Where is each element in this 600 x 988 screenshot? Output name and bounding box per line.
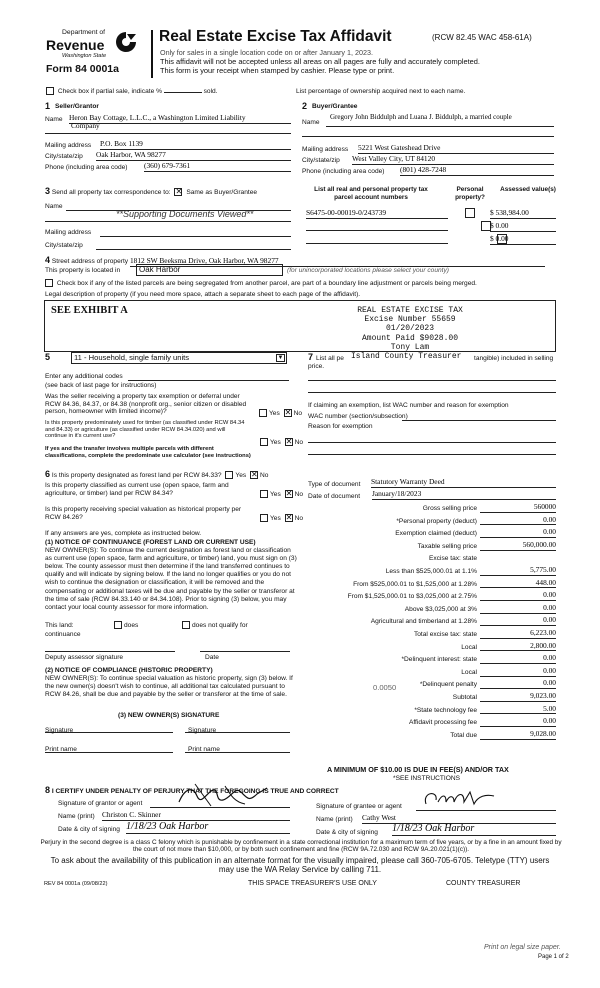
deputy-date-label: Date: [205, 654, 219, 661]
calc-label: Above $3,025,000 at 3%: [404, 605, 477, 613]
same-as-buyer-label: Same as Buyer/Grantee: [186, 189, 258, 196]
notice-3-head: (3) NEW OWNER(S) SIGNATURE: [118, 712, 220, 719]
grantee-sig-label: Signature of grantee or agent: [316, 803, 402, 810]
see-instructions: *SEE INSTRUCTIONS: [393, 775, 461, 782]
assessed-value-2[interactable]: $ 0.00: [490, 222, 556, 232]
calc-label: Exemption claimed (deduct): [395, 530, 477, 538]
exhibit-a: SEE EXHIBIT A: [51, 305, 128, 316]
header-note-1: Only for sales in a single location code on or after January 1, 2023.: [160, 48, 373, 57]
calc-label: Excise tax: state: [428, 555, 477, 563]
perjury-text: [38, 839, 564, 854]
grantor-sig-label: Signature of grantor or agent: [58, 800, 143, 807]
calc-value[interactable]: 0.00: [480, 717, 556, 727]
sec3-row: [45, 186, 257, 197]
dept-of-text: Department of: [62, 29, 106, 36]
owner-print-label-1: Print name: [45, 746, 77, 753]
timber-question: Is this property predominately used for timber (as classified under RCW 84.34 and 84.33) or agriculture (as classified under RCW 84.34.020) and will continue in it's current use?: [45, 420, 245, 440]
stamp-line-2: Excise Number 55659: [364, 315, 456, 325]
calc-value[interactable]: 6,223.00: [480, 629, 556, 639]
partial-pct-field[interactable]: [164, 92, 202, 93]
partial-sale-label: Check box if partial sale, indicate %: [57, 87, 162, 95]
buyer-mail-label: Mailing address: [302, 146, 349, 153]
calc-value[interactable]: 0.00: [480, 528, 556, 538]
sec3-label: Send all property tax correspondence to:: [51, 189, 171, 196]
form-title: Real Estate Excise Tax Affidavit: [159, 28, 392, 45]
calc-value[interactable]: 560,000.00: [480, 541, 556, 551]
forest-no-label: No: [260, 472, 269, 479]
sec3-city-label: City/state/zip: [45, 242, 83, 249]
calc-value[interactable]: 0.00: [480, 616, 556, 626]
timber-answers: [258, 438, 303, 447]
calc-label: Subtotal: [452, 694, 477, 701]
street-address[interactable]: 1812 SW Beeksma Drive, Oak Harbor, WA 98277: [130, 257, 545, 267]
calc-value[interactable]: 5,775.00: [480, 566, 556, 576]
partial-sale-checkbox[interactable]: [46, 87, 54, 95]
historic-no-checkbox[interactable]: [285, 514, 293, 522]
calc-value[interactable]: 448.00: [480, 579, 556, 589]
sec8-num: 8: [45, 785, 51, 795]
seller-phone-label: Phone (including area code): [45, 164, 128, 171]
doc-date-label: Date of document: [308, 493, 361, 500]
exempt-yes-checkbox[interactable]: [259, 409, 267, 417]
doc-type-label: Type of document: [308, 481, 361, 488]
does-not-checkbox[interactable]: [182, 621, 190, 629]
calc-label: Total due: [450, 731, 477, 739]
stamp-line-5: Tony Lam: [390, 342, 430, 352]
same-as-buyer-checkbox[interactable]: [174, 188, 182, 196]
forest-yes-checkbox[interactable]: [225, 471, 233, 479]
exempt-answers: [257, 409, 302, 418]
form-rcw: (RCW 82.45 WAC 458-61A): [432, 33, 532, 42]
calc-label: From $525,000.01 to $1,525,000 at 1.28%: [353, 580, 477, 588]
seller-mail-label: Mailing address: [45, 142, 92, 149]
notice-2-head: (2) NOTICE OF COMPLIANCE (HISTORIC PROPERTY): [45, 667, 213, 674]
calc-label: Local: [461, 643, 477, 651]
timber-no-label: No: [294, 438, 304, 446]
grantee-signature[interactable]: [420, 788, 500, 810]
current-use-yes-label: Yes: [270, 490, 281, 498]
calc-label: *State technology fee: [414, 706, 477, 714]
calc-label: Total excise tax: state: [413, 631, 477, 638]
buyer-mail[interactable]: 5221 West Gateshead Drive: [358, 144, 554, 154]
current-use-question: Is this property classified as current use (open space, farm and agriculture, or timber) land per RCW 84.34?: [45, 482, 229, 497]
calc-label: *Personal property (deduct): [396, 517, 477, 525]
buyer-city-label: City/state/zip: [302, 157, 340, 164]
perjury-body: Perjury in the second degree is a class C felony which is punishable by confinement in a state correctional institution for a maximum term of five years, or by a fine in an amount fixed by the court of not more than $10,000, or by both such confinement and fine (RCW 9A.72.030 and RCW 9A.20.021(1)(c)).: [40, 839, 562, 854]
forest-question: Is this property designated as forest land per RCW 84.33?: [51, 472, 222, 479]
dor-logo: [44, 29, 144, 79]
exempt-question: Was the seller receiving a property tax exemption or deferral under RCW 84.36, 84.37, or 84.38 (nonprofit org., senior citizen or disabled person, homeowner with limited income)?: [45, 393, 247, 416]
seller-head: Seller/Grantor: [55, 103, 99, 110]
timber-question-b: If yes and the transfer involves multiple parcels with different classifications, complete the predominate use calculator (see instructions): [45, 446, 251, 459]
grantor-date-city[interactable]: 1/18/23 Oak Harbor: [126, 821, 290, 834]
calc-label: Taxable selling price: [417, 542, 477, 550]
location-note: (for unincorporated locations please select your county): [287, 267, 450, 274]
sec3-mail-label: Mailing address: [45, 229, 92, 236]
seller-city[interactable]: Oak Harbor, WA 98277: [96, 151, 291, 161]
calc-value[interactable]: 2,800.00: [480, 642, 556, 652]
state-text: Washington State: [62, 53, 107, 59]
grantor-name-label: Name (print): [58, 813, 95, 820]
deputy-sig-label: Deputy assessor signature: [45, 654, 124, 661]
calc-value[interactable]: 9,023.00: [480, 692, 556, 702]
local-rate: 0.0050: [373, 683, 397, 692]
historic-yes-checkbox[interactable]: [260, 514, 268, 522]
calc-label: *Delinquent interest: state: [401, 656, 477, 664]
seller-name[interactable]: Heron Bay Cottage, L.L.C., a Washington Limited Liability: [69, 114, 291, 124]
logo-mark-icon: [114, 31, 138, 53]
stamp-line-3: 01/20/2023: [385, 324, 434, 334]
calc-value[interactable]: 0.00: [480, 591, 556, 601]
additional-codes-label: Enter any additional codes: [45, 373, 123, 380]
stamp-line-4: Amount Paid $9028.00: [361, 333, 458, 343]
any-yes-note: If any answers are yes, complete as instructed below.: [45, 530, 202, 537]
owner-sig-label-2: Signature: [188, 727, 217, 734]
notice-1-head: (1) NOTICE OF CONTINUANCE (FOREST LAND OR CURRENT USE): [45, 539, 256, 546]
buyer-phone-label: Phone (including area code): [302, 168, 385, 175]
list-pct-note: List percentage of ownership acquired next to each name.: [296, 88, 466, 95]
assessed-value-3[interactable]: $ 0.00: [490, 235, 556, 245]
calc-value[interactable]: 0.00: [480, 604, 556, 614]
forest-question-row: [45, 469, 268, 480]
grantee-name-label: Name (print): [316, 816, 353, 823]
land-use-value: 11 - Household, single family units: [74, 353, 190, 362]
calc-value[interactable]: 0.00: [480, 654, 556, 664]
calc-label: Gross selling price: [422, 505, 477, 512]
seller-name-2: Company: [71, 121, 100, 130]
sec7-num: 7: [308, 352, 314, 362]
location-select[interactable]: Oak Harbor: [136, 264, 283, 276]
grantor-name[interactable]: Christon C. Skinner: [102, 811, 290, 821]
current-use-no-checkbox[interactable]: [285, 490, 293, 498]
calc-value[interactable]: 5.00: [480, 705, 556, 715]
grantor-date-label: Date & city of signing: [58, 826, 120, 833]
sec5-num: 5: [45, 352, 51, 362]
buyer-city[interactable]: West Valley City, UT 84120: [352, 155, 554, 165]
historic-question: Is this property receiving special valuation as historical property per RCW 84.26?: [45, 506, 242, 521]
county-treasurer-label: COUNTY TREASURER: [446, 880, 521, 887]
personal-col-head: Personal property?: [455, 186, 485, 201]
supporting-docs-note: **Supporting Documents Viewed**: [116, 209, 254, 219]
personal-property-checkbox-1[interactable]: [465, 208, 475, 218]
buyer-name-label: Name: [302, 119, 320, 126]
revenue-text: Revenue: [46, 37, 105, 53]
land-use-select[interactable]: [71, 352, 287, 364]
timber-no-checkbox[interactable]: [285, 438, 293, 446]
sec7-label-c: price.: [308, 363, 325, 370]
assessed-value-1[interactable]: $ 538,984.00: [490, 209, 556, 219]
header-divider: [151, 30, 153, 78]
historic-answers: [258, 514, 303, 523]
stamp-line-1: REAL ESTATE EXCISE TAX: [357, 306, 463, 315]
sec7-label-b: tangible) included in selling: [474, 355, 554, 362]
grantee-date-label: Date & city of signing: [316, 829, 378, 836]
see-back-label: (see back of last page for instructions): [45, 382, 157, 389]
exempt-yes-label: Yes: [269, 409, 280, 417]
does-option: [112, 621, 138, 630]
minimum-due: A MINIMUM OF $10.00 IS DUE IN FEE(S) AND/OR TAX: [327, 765, 509, 774]
page-number: Page 1 of 2: [538, 954, 569, 960]
does-not-label: does not qualify for: [192, 621, 248, 629]
this-land-label: This land:: [45, 622, 74, 629]
seller-num: 1: [45, 101, 51, 111]
grantee-date-city[interactable]: 1/18/23 Oak Harbor: [392, 823, 556, 836]
certify-text: I CERTIFY UNDER PENALTY OF PERJURY THAT THE FOREGOING IS TRUE AND CORRECT: [51, 788, 339, 795]
historic-no-label: No: [294, 514, 304, 522]
exempt-no-label: No: [293, 409, 303, 417]
sec3-num: 3: [45, 186, 51, 196]
owner-sig-label-1: Signature: [45, 727, 74, 734]
treasurer-stamp: [320, 306, 500, 352]
exempt-no-checkbox[interactable]: [284, 409, 292, 417]
segregated-row: [43, 279, 477, 288]
grantor-signature[interactable]: [175, 782, 275, 808]
calc-value[interactable]: 0.00: [480, 679, 556, 689]
parcel-col-head: List all real and personal property tax parcel account numbers: [314, 186, 428, 201]
parcel-number-1[interactable]: S6475-00-00019-0/243739: [306, 209, 448, 219]
legal-paper-note: Print on legal size paper.: [484, 944, 561, 951]
header-note-3: This form is your receipt when stamped by cashier. Please type or print.: [160, 66, 395, 75]
calc-value[interactable]: 560000: [480, 503, 556, 513]
buyer-phone[interactable]: (801) 428-7248: [400, 166, 554, 176]
historic-yes-label: Yes: [270, 514, 281, 522]
alt-format-text: To ask about the availability of this publication in an alternate format for the visually impaired, please call 360-705-6705. Teletype (TTY) users may use the WA Relay Service by calling 711.: [50, 856, 550, 874]
assessed-col-head: Assessed value(s): [500, 186, 556, 193]
claim-label: If claiming an exemption, list WAC number and reason for exemption: [308, 402, 509, 409]
current-use-no-label: No: [294, 490, 304, 498]
does-label: does: [124, 621, 139, 629]
stamp-line-6: Island County Treasurer: [351, 352, 462, 361]
owner-print-label-2: Print name: [188, 746, 220, 753]
calc-label: Affidavit processing fee: [408, 719, 477, 727]
sec3-name-label: Name: [45, 203, 63, 210]
calc-value[interactable]: 9,028.00: [480, 730, 556, 740]
continuance-label: continuance: [45, 631, 81, 638]
sec6-num: 6: [45, 469, 51, 479]
current-use-yes-checkbox[interactable]: [260, 490, 268, 498]
current-use-answers: [258, 490, 303, 499]
timber-yes-checkbox[interactable]: [260, 438, 268, 446]
chevron-down-icon[interactable]: ▼: [277, 355, 284, 361]
calc-value[interactable]: 0.00: [480, 667, 556, 677]
notice-2-text: NEW OWNER(S): To continue special valuation as historic property, sign (3) below. If the new owner(s) doesn't wish to continue, all additional tax calculated pursuant to RCW 84.26, shall be due and payable by the seller or transferor at the time of sale.: [45, 675, 293, 699]
calc-label: *Delinquent penalty: [419, 681, 477, 689]
reason-label: Reason for exemption: [308, 423, 373, 430]
does-checkbox[interactable]: [114, 621, 122, 629]
legal-desc-label: Legal description of property (if you need more space, attach a separate sheet to each page of the affidavit).: [45, 291, 361, 298]
partial-sold-label: sold.: [203, 87, 218, 95]
doc-date[interactable]: January/18/2023: [372, 490, 556, 500]
seller-phone[interactable]: (360) 679-7361: [144, 162, 291, 172]
rev-number: REV 84 0001a (09/08/22): [44, 881, 108, 887]
calc-label: From $1,525,000.01 to $3,025,000 at 2.75%: [347, 593, 477, 601]
sec7-label-a: List all pe: [316, 355, 344, 362]
seller-name-label: Name: [45, 116, 63, 123]
seller-mail[interactable]: P.O. Box 1139: [100, 140, 291, 150]
calc-label: Less than $525,000.01 at 1.1%: [385, 568, 477, 575]
segregated-checkbox[interactable]: [45, 279, 53, 287]
does-not-option: [180, 621, 248, 630]
street-address-label: Street address of property: [51, 258, 129, 265]
calc-label: Agricultural and timberland at 1.28%: [370, 618, 477, 626]
doc-type[interactable]: Statutory Warranty Deed: [371, 478, 556, 488]
buyer-name[interactable]: Gregory John Biddulph and Luana J. Biddulph, a married couple: [330, 113, 512, 121]
timber-yes-label: Yes: [270, 438, 281, 446]
calc-value[interactable]: 0.00: [480, 516, 556, 526]
calc-label: Local: [461, 668, 477, 676]
notice-1-text: NEW OWNER(S): To continue the current designation as forest land or classification as current use (open space, farm and agriculture, or timber) land, you must sign on (3) below. The county assessor must then determine if the land transferred continues to qualify and will indicate by signing below. If the land no longer qualifies or you do not wish to continue the designation or classification, it will be removed and the compensating or additional taxes will be due and payable by the seller or transferor at the time of sale (RCW 84.33.140 or 84.34.108). Prior to signing (3) below, you may contact your local county assessor for more information.: [45, 547, 297, 611]
forest-yes-label: Yes: [235, 472, 247, 479]
sec4-row: [45, 255, 545, 267]
wac-label: WAC number (section/subsection): [308, 413, 408, 420]
forest-no-checkbox[interactable]: [250, 471, 258, 479]
located-in-label: This property is located in: [45, 267, 121, 274]
segregated-label: Check box if any of the listed parcels are being segregated from another parcel, are part of a boundary line adjustment or parcels being merged.: [56, 279, 477, 287]
partial-sale-row: [44, 87, 218, 96]
grantee-name[interactable]: Cathy West: [362, 814, 556, 824]
seller-city-label: City/state/zip: [45, 153, 83, 160]
form-number: Form 84 0001a: [46, 63, 119, 75]
sec4-num: 4: [45, 255, 51, 265]
header-note-2: This affidavit will not be accepted unless all areas on all pages are fully and accurately completed.: [160, 57, 480, 66]
buyer-head: Buyer/Grantee: [312, 103, 358, 110]
buyer-num: 2: [302, 101, 308, 111]
treasurer-use-label: THIS SPACE TREASURER'S USE ONLY: [248, 880, 377, 887]
